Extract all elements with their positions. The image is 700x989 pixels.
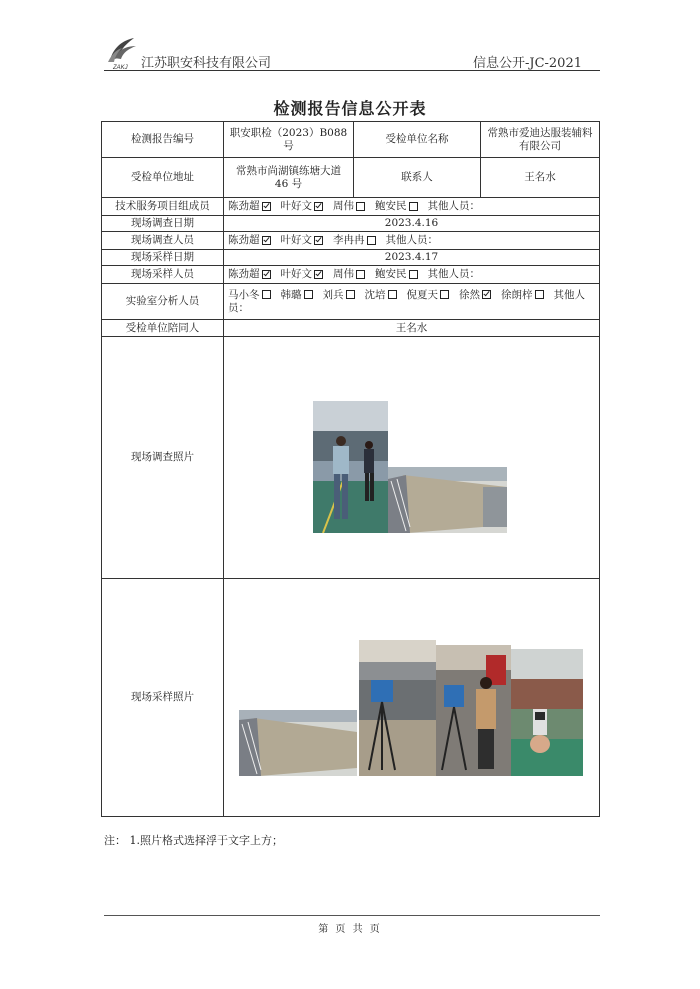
person-entry (333, 234, 378, 246)
address-value: 常熟市尚湖镇练塘大道 46 号 (224, 158, 354, 198)
page-title: 检测报告信息公开表 (273, 99, 427, 118)
person-name: 韩璐 (280, 288, 302, 301)
person-entry (333, 268, 367, 280)
survey-photo-1 (313, 401, 388, 533)
person-entry (501, 289, 546, 301)
company-name: 江苏职安科技有限公司 (141, 56, 272, 71)
checkbox-unchecked-icon (346, 290, 355, 299)
sample-photos-label: 现场采样照片 (102, 579, 224, 817)
person-name: 沈培 (364, 288, 386, 301)
table-row (102, 250, 600, 266)
other-staff-label: 其他人员： (228, 288, 585, 314)
contact-label: 联系人 (354, 158, 481, 198)
table-row (102, 284, 600, 320)
other-staff-label: 其他人员： (385, 234, 438, 246)
tech-members-label: 技术服务项目组成员 (102, 198, 224, 216)
person-name: 刘兵 (322, 288, 344, 301)
person-entry (228, 289, 273, 301)
checkbox-unchecked-icon (356, 202, 365, 211)
sample-staff-value (224, 266, 600, 284)
survey-date-label: 现场调查日期 (102, 216, 224, 232)
person-entry (281, 289, 315, 301)
person-entry (407, 289, 452, 301)
escort-label: 受检单位陪同人 (102, 320, 224, 337)
logo-text: ZAKJ (113, 65, 128, 70)
checkbox-checked-icon (314, 236, 323, 245)
table-row (102, 266, 600, 284)
person-entry (228, 200, 273, 212)
other-staff-label: 其他人员： (427, 268, 480, 280)
table-row (102, 216, 600, 232)
checkbox-unchecked-icon (367, 236, 376, 245)
checkbox-unchecked-icon (535, 290, 544, 299)
person-name: 叶好文 (280, 234, 312, 246)
lab-staff-label: 实验室分析人员 (102, 284, 224, 320)
person-name: 徐然 (459, 288, 480, 301)
checkbox-unchecked-icon (262, 290, 271, 299)
checkbox-checked-icon (262, 236, 271, 245)
report-no-label: 检测报告编号 (102, 122, 224, 158)
checkbox-unchecked-icon (409, 202, 418, 211)
person-entry (375, 200, 420, 212)
document-code: 信息公开-JC-2021 (472, 56, 582, 71)
person-name: 鲍安民 (375, 200, 407, 212)
checkbox-unchecked-icon (440, 290, 449, 299)
checkbox-checked-icon (262, 202, 271, 211)
person-entry (365, 289, 399, 301)
person-name: 鲍安民 (375, 268, 407, 280)
company-logo (104, 36, 140, 70)
person-entry (323, 289, 357, 301)
sample-date-label: 现场采样日期 (102, 250, 224, 266)
sample-photo-3 (436, 645, 511, 776)
person-name: 马小冬 (228, 288, 260, 301)
person-entry (281, 200, 326, 212)
client-label: 受检单位名称 (354, 122, 481, 158)
footer-divider (104, 915, 600, 916)
checkbox-checked-icon (482, 290, 491, 299)
person-name: 叶好文 (280, 200, 312, 212)
table-row (102, 320, 600, 337)
person-name: 陈劲超 (228, 234, 260, 246)
note-text: 注： 1.照片格式选择浮于文字上方； (104, 834, 283, 847)
header-divider (104, 70, 600, 71)
page-footer: 第 页 共 页 (318, 924, 382, 935)
sample-date-value: 2023.4.17 (224, 250, 600, 266)
person-entry (281, 234, 326, 246)
checkbox-checked-icon (314, 202, 323, 211)
escort-value: 王名水 (224, 320, 600, 337)
table-row (102, 122, 600, 158)
checkbox-checked-icon (262, 270, 271, 279)
person-entry (228, 268, 273, 280)
checkbox-unchecked-icon (304, 290, 313, 299)
survey-photos-label: 现场调查照片 (102, 337, 224, 579)
checkbox-checked-icon (314, 270, 323, 279)
survey-photo-2 (388, 467, 507, 533)
sample-staff-label: 现场采样人员 (102, 266, 224, 284)
person-entry (333, 200, 367, 212)
checkbox-unchecked-icon (409, 270, 418, 279)
tech-members-value (224, 198, 600, 216)
sample-photo-2 (359, 640, 436, 776)
person-entry (459, 289, 493, 301)
person-name: 李冉冉 (333, 234, 365, 246)
table-row (102, 198, 600, 216)
address-label: 受检单位地址 (102, 158, 224, 198)
person-entry (281, 268, 326, 280)
person-name: 徐朗梓 (501, 288, 533, 301)
person-name: 周伟 (333, 200, 354, 212)
table-row (102, 158, 600, 198)
person-entry (375, 268, 420, 280)
sample-photo-1 (239, 710, 357, 776)
person-entry (228, 234, 273, 246)
client-value: 常熟市爱迪达服装辅料有限公司 (481, 122, 600, 158)
report-no-value: 职安职检（2023）B088 号 (224, 122, 354, 158)
survey-date-value: 2023.4.16 (224, 216, 600, 232)
contact-value: 王名水 (481, 158, 600, 198)
lab-staff-value (224, 284, 600, 320)
person-name: 倪夏天 (406, 288, 438, 301)
checkbox-unchecked-icon (388, 290, 397, 299)
checkbox-unchecked-icon (356, 270, 365, 279)
other-staff-label: 其他人员： (427, 200, 480, 212)
survey-staff-value (224, 232, 600, 250)
person-name: 陈劲超 (228, 268, 260, 280)
person-name: 叶好文 (280, 268, 312, 280)
table-row (102, 232, 600, 250)
survey-photos-cell (224, 337, 600, 579)
person-name: 周伟 (333, 268, 354, 280)
sample-photo-4 (511, 649, 583, 776)
survey-staff-label: 现场调查人员 (102, 232, 224, 250)
person-name: 陈劲超 (228, 200, 260, 212)
